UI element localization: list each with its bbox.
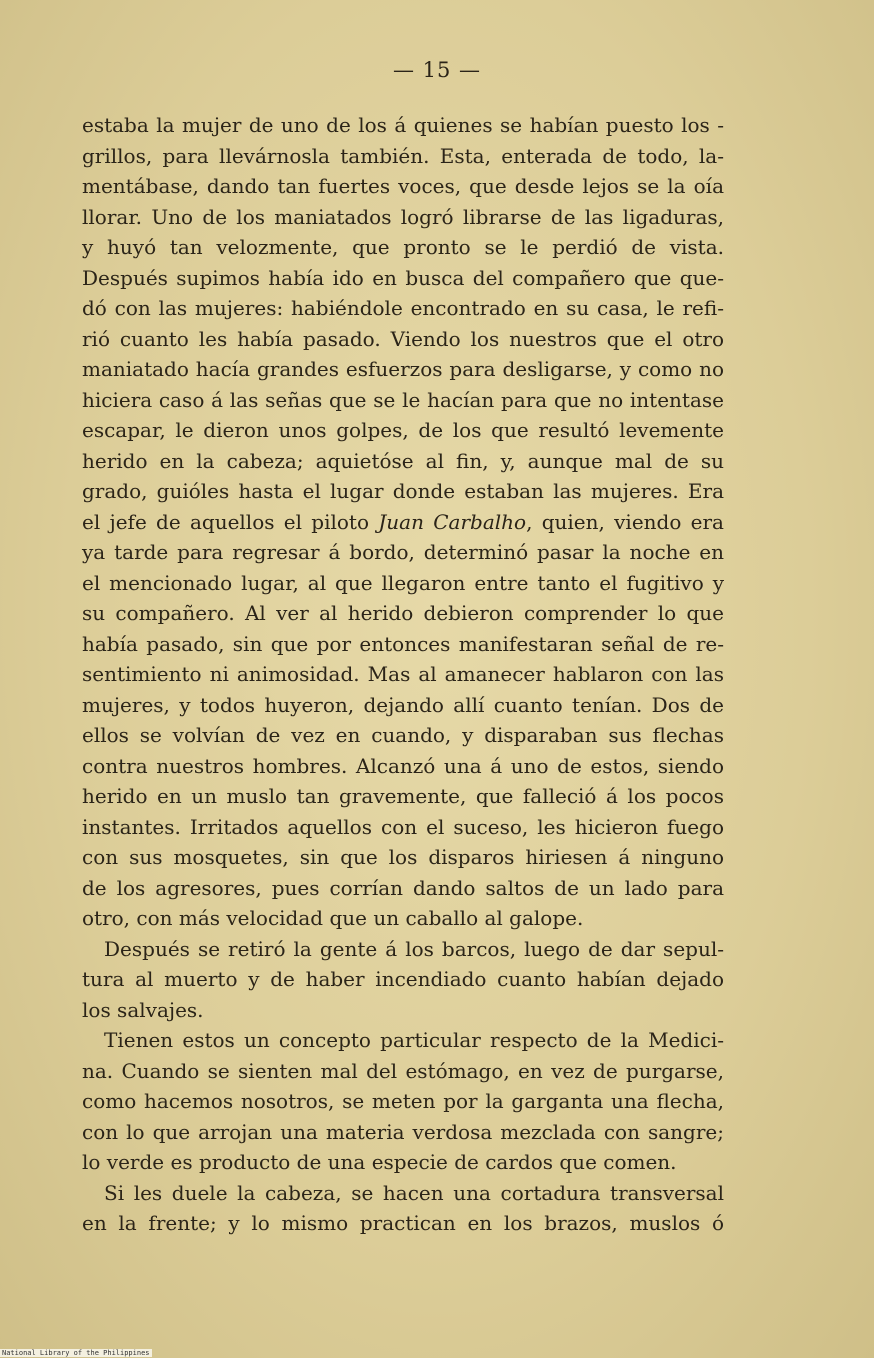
text-line: el mencionado lugar, al que llegaron entre tanto el fugitivo y (82, 570, 724, 595)
text-line: llorar. Uno de los maniatados logró librarse de las ligaduras, (82, 204, 724, 229)
text-line: como hacemos nosotros, se meten por la garganta una flecha, (82, 1089, 724, 1113)
text-line: herido en un muslo tan gravemente, que falleció á los pocos (82, 784, 724, 808)
text-line: y huyó tan velozmente, que pronto se le perdió de vista. (82, 235, 724, 259)
text-line: instantes. Irritados aquellos con el suceso, les hicieron fuego (82, 814, 724, 839)
text-line: dó con las mujeres: habiéndole encontrado en su casa, le refi- (82, 296, 724, 320)
library-watermark: National Library of the Philippines (2, 1349, 150, 1357)
text-line: su compañero. Al ver al herido debieron comprender lo que (82, 601, 724, 625)
text-line: estaba la mujer de uno de los á quienes se habían puesto los - (82, 113, 724, 137)
page-number: — 15 — (392, 58, 482, 82)
text-line: grado, guióles hasta el lugar donde estaban las mujeres. Era (82, 479, 724, 503)
text-line: con sus mosquetes, sin que los disparos hiriesen á ninguno (82, 845, 724, 869)
text-line: otro, con más velocidad que un caballo al galope. (82, 906, 584, 930)
text-line: lo verde es producto de una especie de cardos que comen. (82, 1150, 677, 1174)
text-segment: , quien, viendo era (526, 509, 724, 534)
text-line: maniatado hacía grandes esfuerzos para desligarse, y como no (82, 357, 724, 381)
text-line: contra nuestros hombres. Alcanzó una á uno de estos, siendo (82, 753, 724, 778)
text-line: ya tarde para regresar á bordo, determinó pasar la noche en (82, 540, 724, 564)
text-line: sentimiento ni animosidad. Mas al amanecer hablaron con las (82, 662, 724, 686)
text-line (82, 507, 724, 538)
body-text (82, 110, 724, 1239)
text-line: Si les duele la cabeza, se hacen una cortadura transversal (104, 1180, 724, 1205)
text-line: na. Cuando se sienten mal del estómago, en vez de purgarse, (82, 1058, 724, 1083)
italic-name: Juan Carbalho (378, 509, 527, 534)
text-line: grillos, para llevárnosla también. Esta, enterada de todo, la- (82, 143, 724, 168)
text-line: en la frente; y lo mismo practican en los brazos, muslos ó (82, 1211, 724, 1235)
text-line: tura al muerto y de haber incendiado cuanto habían dejado (82, 967, 724, 991)
text-line: los salvajes. (82, 997, 204, 1022)
text-line: Después se retiró la gente á los barcos, luego de dar sepul- (104, 936, 724, 961)
text-line: Tienen estos un concepto particular respecto de la Medici- (104, 1028, 724, 1052)
text-line: hiciera caso á las señas que se le hacían para que no intentase (82, 387, 724, 412)
text-segment: el jefe de aquellos el piloto (82, 509, 379, 534)
text-line: de los agresores, pues corrían dando saltos de un lado para (82, 875, 724, 900)
text-line: había pasado, sin que por entonces manifestaran señal de re- (82, 631, 724, 656)
text-line: Después supimos había ido en busca del compañero que que- (82, 265, 724, 290)
text-line: rió cuanto les había pasado. Viendo los nuestros que el otro (82, 326, 724, 351)
text-line: con lo que arrojan una materia verdosa mezclada con sangre; (82, 1119, 724, 1144)
text-line: mujeres, y todos huyeron, dejando allí cuanto tenían. Dos de (82, 692, 724, 717)
text-line: herido en la cabeza; aquietóse al fin, y, aunque mal de su (82, 448, 724, 473)
text-line: mentábase, dando tan fuertes voces, que desde lejos se la oía (82, 174, 724, 198)
text-line: ellos se volvían de vez en cuando, y disparaban sus flechas (82, 723, 724, 747)
text-line: escapar, le dieron unos golpes, de los que resultó levemente (82, 418, 724, 442)
